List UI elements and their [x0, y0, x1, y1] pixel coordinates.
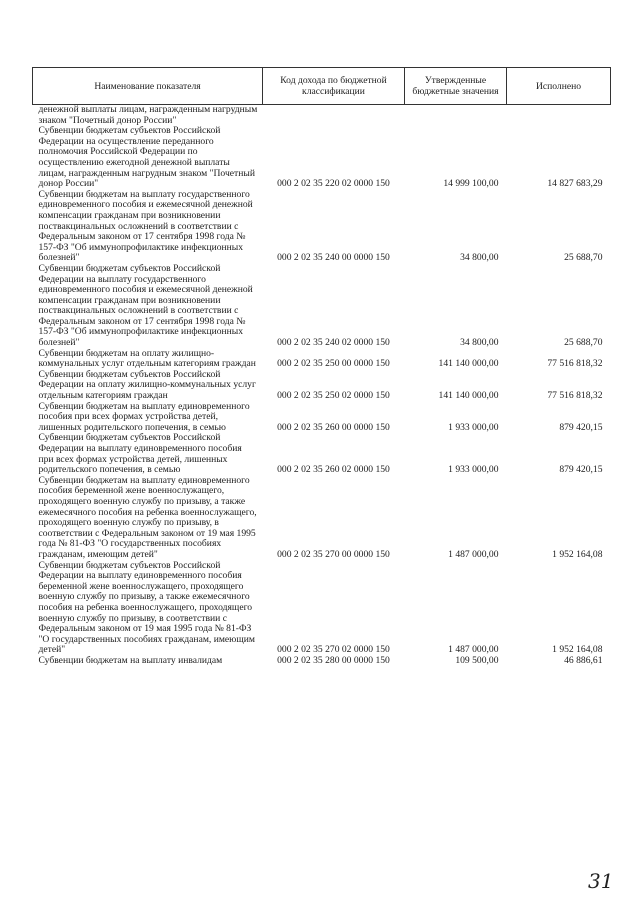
row-exec: 14 827 683,29 [547, 178, 603, 190]
table-row [33, 105, 611, 127]
table-row [33, 370, 611, 402]
row-name: Субвенции бюджетам на выплату единовременного пособия при всех формах устройства детей, лишенных родительского попечения, в семью [38, 400, 250, 433]
table-row [33, 126, 611, 190]
table-row [33, 264, 611, 349]
row-code: 000 2 02 35 250 02 0000 150 [277, 390, 390, 402]
row-exec: 25 688,70 [564, 252, 603, 264]
page-number: 31 [588, 869, 614, 893]
row-name: денежной выплаты лицам, награжденным нагрудным знаком "Почетный донор России" [38, 104, 258, 126]
row-plan: 1 933 000,00 [448, 421, 499, 433]
row-exec [507, 105, 611, 127]
table-row [33, 433, 611, 475]
row-code: 000 2 02 35 260 00 0000 150 [277, 421, 390, 433]
row-plan: 34 800,00 [460, 252, 499, 264]
table-row [33, 349, 611, 370]
table-row [33, 402, 611, 434]
row-plan: 1 487 000,00 [448, 644, 499, 656]
row-plan: 34 800,00 [460, 337, 499, 349]
table-row [33, 656, 611, 667]
row-plan: 1 487 000,00 [448, 548, 499, 560]
row-plan: 1 933 000,00 [448, 464, 499, 476]
document-page [32, 67, 610, 867]
row-exec: 46 886,61 [564, 654, 603, 666]
row-name: Субвенции бюджетам субъектов Российской Федерации на оплату жилищно-коммунальных услуг отдельным категориям граждан [38, 368, 256, 402]
header-code: Код дохода по бюджетной классификации [263, 68, 405, 105]
row-code [263, 105, 405, 127]
table-header-row [33, 68, 611, 105]
row-name: Субвенции бюджетам субъектов Российской Федерации на выплату единовременного пособия при всех формах устройства детей, лишенных родительского попечения, в семью [38, 432, 242, 476]
row-plan: 141 140 000,00 [438, 358, 499, 370]
row-name: Субвенции бюджетам на оплату жилищно-коммунальных услуг отдельным категориям граждан [38, 347, 256, 370]
row-exec: 879 420,15 [559, 464, 603, 476]
row-code: 000 2 02 35 270 02 0000 150 [277, 644, 390, 656]
header-exec: Исполнено [507, 68, 611, 105]
row-code: 000 2 02 35 250 00 0000 150 [277, 358, 390, 370]
row-code: 000 2 02 35 280 00 0000 150 [277, 654, 390, 666]
table-row [33, 190, 611, 264]
header-plan: Утвержденные бюджетные значения [405, 68, 507, 105]
row-name: Субвенции бюджетам на выплату государственного единовременного пособия и ежемесячной денежной компенсации гражданам при возникновении поствакцинальных осложнений в соответствии с Федеральным законом от 17 сентября 1998 года № 157-ФЗ "Об иммунопрофилактике инфекционных болезней" [38, 188, 253, 264]
row-name: Субвенции бюджетам субъектов Российской Федерации на осуществление переданного полномочия Российской Федерации по осуществлению ежегодной денежной выплаты лицам, награжденным нагрудным знаком "Почетный донор России" [38, 125, 255, 190]
row-name: Субвенции бюджетам на выплату единовременного пособия беременной жене военнослужащего, проходящего военную службу по призыву, а также ежемесячного пособия на ребенка военнослужащего, проходящего военную службу по призыву, в соответствии с Федеральным законом от 19 мая 1995 года № 81-ФЗ "О государственных пособиях гражданам, имеющим детей" [38, 474, 257, 560]
row-plan: 141 140 000,00 [438, 390, 499, 402]
table-row [33, 561, 611, 656]
row-exec: 77 516 818,32 [547, 358, 603, 370]
row-exec: 879 420,15 [559, 421, 603, 433]
row-name: Субвенции бюджетам на выплату инвалидам [38, 654, 223, 666]
row-code: 000 2 02 35 240 00 0000 150 [277, 252, 390, 264]
row-exec: 1 952 164,08 [552, 548, 603, 560]
header-name: Наименование показателя [33, 68, 263, 105]
row-plan [405, 105, 507, 127]
row-plan: 109 500,00 [455, 654, 499, 666]
budget-table [32, 67, 611, 666]
row-plan: 14 999 100,00 [443, 178, 499, 190]
row-code: 000 2 02 35 270 00 0000 150 [277, 548, 390, 560]
row-name: Субвенции бюджетам субъектов Российской Федерации на выплату единовременного пособия беременной жене военнослужащего, проходящего военную службу по призыву, а также ежемесячного пособия на ребенка военнослужащего, проходящего военную службу по призыву, в соответствии с Федеральным законом от 19 мая 1995 года № 81-ФЗ "О государственных пособиях гражданам, имеющим детей" [38, 559, 255, 656]
table-row [33, 476, 611, 561]
row-exec: 1 952 164,08 [552, 644, 603, 656]
row-exec: 77 516 818,32 [547, 390, 603, 402]
row-code: 000 2 02 35 220 02 0000 150 [277, 178, 390, 190]
row-code: 000 2 02 35 260 02 0000 150 [277, 464, 390, 476]
row-name: Субвенции бюджетам субъектов Российской Федерации на выплату государственного единовременного пособия и ежемесячной денежной компенсации гражданам при возникновении поствакцинальных осложнений в соответствии с Федеральным законом от 17 сентября 1998 года № 157-ФЗ "Об иммунопрофилактике инфекционных болезней" [38, 262, 253, 349]
row-exec: 25 688,70 [564, 337, 603, 349]
row-code: 000 2 02 35 240 02 0000 150 [277, 337, 390, 349]
